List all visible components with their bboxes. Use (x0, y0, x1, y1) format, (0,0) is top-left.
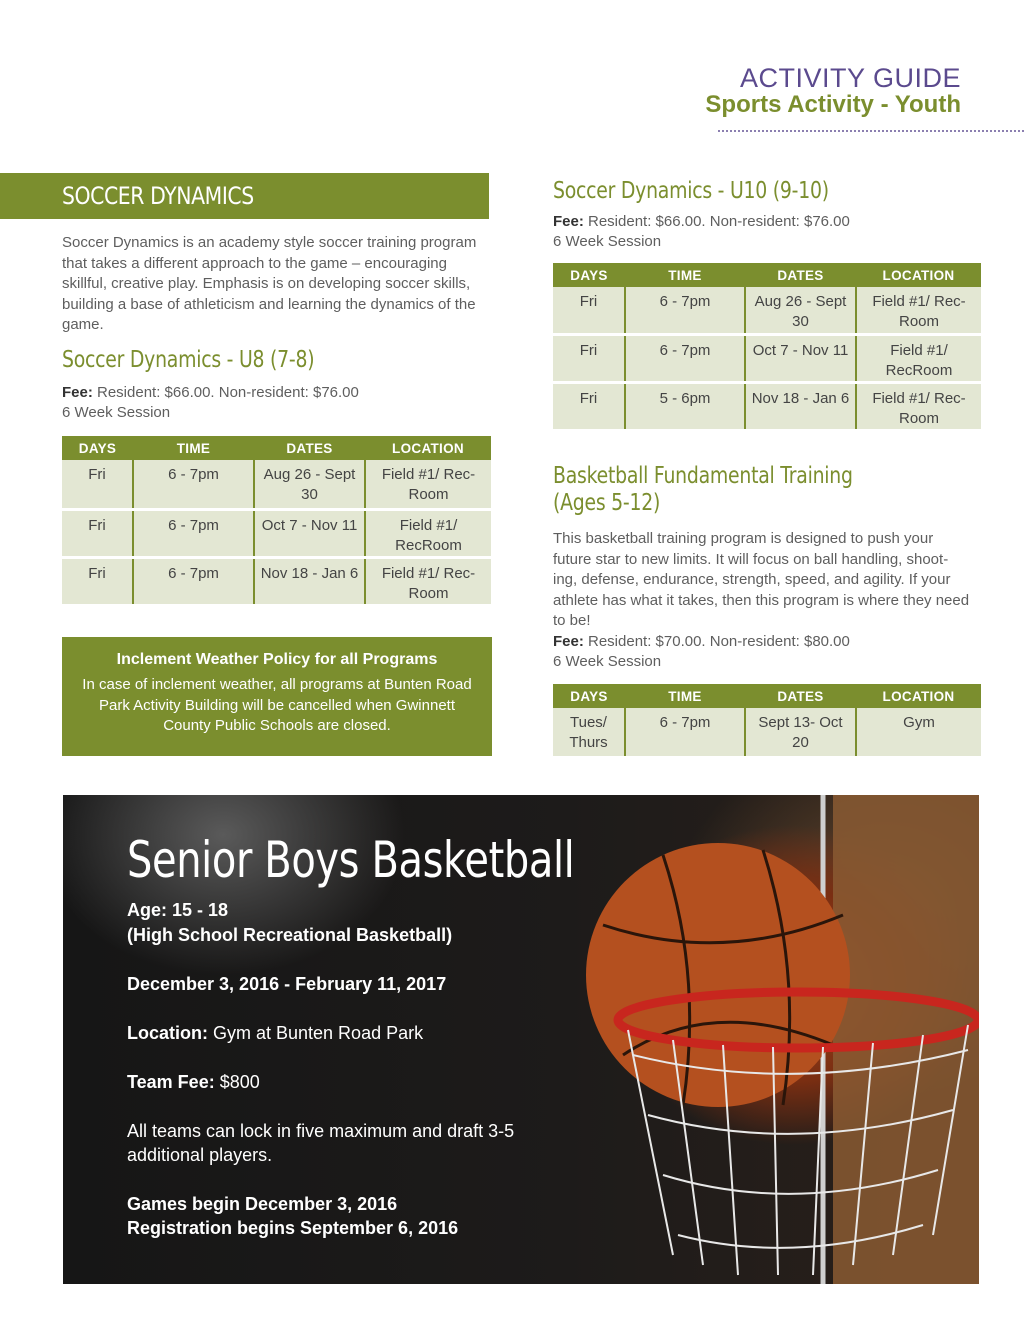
u8-fee-label: Fee: (62, 384, 93, 401)
u10-session: 6 Week Session (553, 233, 662, 250)
basketball-description: This basketball training program is designed to push your future star to new limits. It will focus on ball handling, shoot- ing, defense, endurance, strength, speed, and agility. If your athlete has what it takes, then this program is where they need to be! (553, 530, 970, 629)
basketball-fee-text: Resident: $70.00. Non-resident: $80.00 (583, 633, 850, 650)
u10-fee-text: Resident: $66.00. Non-resident: $76.00 (583, 213, 850, 230)
cell-days: Fri (62, 460, 133, 509)
cell-location: Field #1/ Rec- Room (856, 382, 981, 430)
senior-fee (127, 1070, 260, 1095)
cell-location: Field #1/ Rec- Room (365, 460, 491, 509)
basketball-icon (586, 843, 850, 1107)
senior-fee-label: Team Fee: (127, 1072, 215, 1092)
cell-time: 6 - 7pm (625, 708, 745, 757)
table-row (62, 557, 491, 605)
senior-games-text: Games begin December 3, 2016 (127, 1194, 398, 1214)
weather-policy-title: Inclement Weather Policy for all Programs (116, 651, 438, 668)
cell-location: Field #1/ Rec- Room (856, 287, 981, 334)
cell-dates: Aug 26 - Sept 30 (254, 460, 365, 509)
basketball-fee (553, 632, 850, 652)
header-divider (718, 130, 1024, 132)
soccer-title: SOCCER DYNAMICS (62, 182, 254, 210)
senior-age-note (127, 923, 452, 948)
senior-location-label: Location: (127, 1023, 208, 1043)
basketball-fee-label: Fee: (553, 633, 584, 650)
soccer-description: Soccer Dynamics is an academy style soccer training program that takes a different approach to the game – encouraging skillful, creative play. Emphasis is on developing soccer skills, building a base of athleticism and learning the dynamics of the game. (62, 234, 477, 333)
senior-teams-line-1: All teams can lock in five maximum and draft 3-5 (127, 1121, 515, 1141)
col-days: DAYS (553, 263, 625, 287)
cell-days: Fri (62, 509, 133, 557)
senior-games (127, 1192, 397, 1217)
senior-fee-text: $800 (214, 1072, 260, 1092)
basketball-schedule-table (553, 684, 981, 759)
table-row (553, 287, 981, 334)
col-time: TIME (625, 263, 745, 287)
col-dates: DATES (745, 684, 856, 708)
u8-fee (62, 383, 359, 403)
col-location: LOCATION (856, 263, 981, 287)
cell-dates: Nov 18 - Jan 6 (254, 557, 365, 605)
col-dates: DATES (254, 436, 365, 460)
u10-fee (553, 212, 850, 232)
table-row (62, 460, 491, 509)
senior-age (127, 898, 228, 923)
cell-days: Tues/ Thurs (553, 708, 625, 757)
u8-fee-text: Resident: $66.00. Non-resident: $76.00 (92, 384, 359, 401)
u10-schedule-table (553, 263, 981, 432)
cell-time: 6 - 7pm (625, 334, 745, 382)
table-row (553, 334, 981, 382)
senior-age-text: Age: 15 - 18 (127, 900, 229, 920)
table-header-row (62, 436, 491, 460)
activity-guide-heading: ACTIVITY GUIDE (739, 63, 961, 93)
table-header-row (553, 263, 981, 287)
senior-registration-text: Registration begins September 6, 2016 (127, 1218, 459, 1238)
cell-location: Gym (856, 708, 981, 757)
section-heading: Sports Activity - Youth (705, 91, 961, 118)
senior-location (127, 1021, 423, 1046)
table-row (553, 708, 981, 757)
cell-time: 6 - 7pm (133, 557, 254, 605)
cell-location: Field #1/ RecRoom (365, 509, 491, 557)
cell-location: Field #1/ Rec- Room (365, 557, 491, 605)
u8-schedule-table (62, 436, 491, 607)
col-days: DAYS (62, 436, 133, 460)
cell-time: 6 - 7pm (133, 509, 254, 557)
cell-time: 6 - 7pm (625, 287, 745, 334)
cell-dates: Sept 13- Oct 20 (745, 708, 856, 757)
senior-age-note-text: (High School Recreational Basketball) (127, 925, 453, 945)
cell-dates: Aug 26 - Sept 30 (745, 287, 856, 334)
senior-dates (127, 972, 446, 997)
col-location: LOCATION (856, 684, 981, 708)
basketball-heading-ages: (Ages 5-12) (553, 490, 661, 516)
cell-time: 6 - 7pm (133, 460, 254, 509)
col-location: LOCATION (365, 436, 491, 460)
cell-dates: Nov 18 - Jan 6 (745, 382, 856, 430)
col-time: TIME (133, 436, 254, 460)
senior-title: Senior Boys Basketball (127, 831, 575, 889)
u8-heading: Soccer Dynamics - U8 (7-8) (62, 347, 315, 373)
soccer-title-bar (0, 173, 489, 219)
senior-location-text: Gym at Bunten Road Park (208, 1023, 424, 1043)
cell-days: Fri (62, 557, 133, 605)
basketball-session: 6 Week Session (553, 653, 662, 670)
cell-location: Field #1/ RecRoom (856, 334, 981, 382)
cell-dates: Oct 7 - Nov 11 (745, 334, 856, 382)
col-time: TIME (625, 684, 745, 708)
cell-dates: Oct 7 - Nov 11 (254, 509, 365, 557)
col-days: DAYS (553, 684, 625, 708)
cell-days: Fri (553, 334, 625, 382)
u10-heading: Soccer Dynamics - U10 (9-10) (553, 178, 829, 204)
u10-fee-label: Fee: (553, 213, 584, 230)
table-row (62, 509, 491, 557)
table-row (553, 382, 981, 430)
col-dates: DATES (745, 263, 856, 287)
senior-basketball-banner (63, 795, 979, 1284)
basketball-heading: Basketball Fundamental Training (553, 463, 853, 489)
senior-teams-line-2: additional players. (127, 1145, 273, 1165)
senior-dates-text: December 3, 2016 - February 11, 2017 (127, 974, 447, 994)
u8-session: 6 Week Session (62, 404, 171, 421)
senior-registration (127, 1216, 458, 1241)
cell-days: Fri (553, 382, 625, 430)
cell-time: 5 - 6pm (625, 382, 745, 430)
weather-policy-body: In case of inclement weather, all programs at Bunten Road Park Activity Building will be cancelled when Gwinnett County Public Schools are closed. (82, 676, 472, 734)
cell-days: Fri (553, 287, 625, 334)
weather-policy-box (62, 637, 492, 756)
table-header-row (553, 684, 981, 708)
